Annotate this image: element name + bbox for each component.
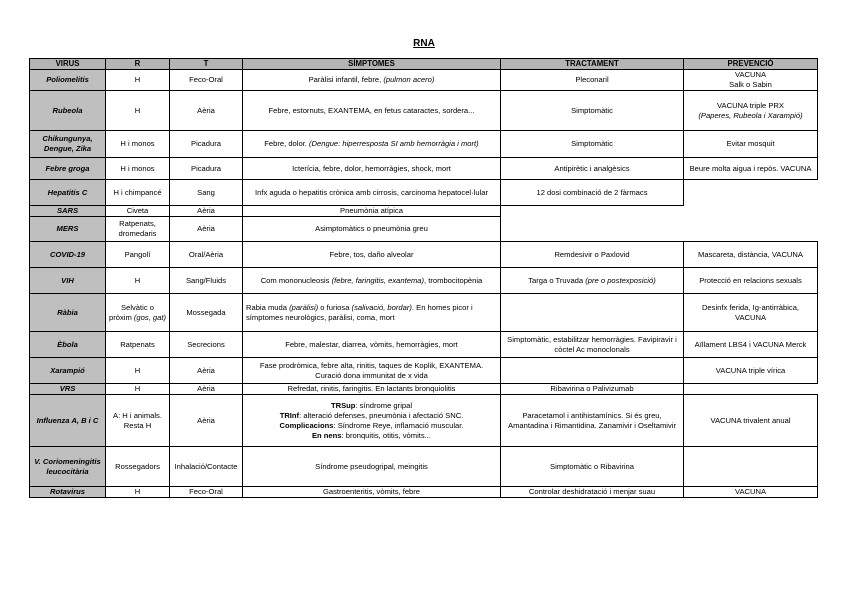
symptoms-cell: Febre, tos, daño alveolar [243, 242, 501, 268]
rna-virus-table [29, 58, 818, 498]
treatment-cell: Remdesivir o Paxlovid [501, 242, 684, 268]
empty-cell [684, 206, 818, 217]
reservoir-cell: H i monos [106, 131, 170, 158]
symptoms-cell: Refredat, rinitis, faringitis. En lactants bronquiolitis [243, 384, 501, 395]
treatment-cell: 12 dosi combinació de 2 fàrmacs [501, 180, 684, 206]
virus-cell: Rubeola [30, 91, 106, 131]
treatment-cell: Controlar deshidratació i menjar suau [501, 487, 684, 498]
virus-cell: Èbola [30, 332, 106, 358]
symptoms-cell: Infx aguda o hepatitis crònica amb cirrosis, carcinoma hepatocel·lular [243, 180, 501, 206]
table-row [30, 158, 818, 180]
transmission-cell: Aèria [170, 206, 243, 217]
reservoir-cell: H [106, 358, 170, 384]
prevention-cell: VACUNA trivalent anual [684, 395, 818, 447]
header-virus: VIRUS [30, 59, 106, 70]
treatment-cell: Simptomàtic o Ribavirina [501, 447, 684, 487]
transmission-cell: Picadura [170, 158, 243, 180]
virus-cell: V. Coriomeningitis leucocitària [30, 447, 106, 487]
table-row [30, 332, 818, 358]
header-tractament: TRACTAMENT [501, 59, 684, 70]
table-row [30, 131, 818, 158]
prevention-cell: VACUNA triple PRX (Paperes, Rubeola i Xarampió) [684, 91, 818, 131]
virus-cell: Febre groga [30, 158, 106, 180]
transmission-cell: Aèria [170, 217, 243, 242]
reservoir-cell: H [106, 91, 170, 131]
reservoir-cell: H [106, 487, 170, 498]
transmission-cell: Inhalació/Contacte [170, 447, 243, 487]
empty-cell [501, 206, 684, 217]
empty-cell [684, 180, 818, 206]
header-reservori: R [106, 59, 170, 70]
treatment-cell: Simptomàtic [501, 131, 684, 158]
prevention-cell: Desinfx ferida, Ig-antirràbica, VACUNA [684, 294, 818, 332]
transmission-cell: Oral/Aèria [170, 242, 243, 268]
symptoms-cell: Febre, malestar, diarrea, vòmits, hemorràgies, mort [243, 332, 501, 358]
transmission-cell: Aèria [170, 384, 243, 395]
symptoms-cell: Febre, estornuts, EXANTEMA, en fetus cataractes, sordera... [243, 91, 501, 131]
transmission-cell: Aèria [170, 358, 243, 384]
table-row [30, 217, 818, 242]
transmission-cell: Sang [170, 180, 243, 206]
empty-cell [684, 384, 818, 395]
treatment-cell: Targa o Truvada (pre o postexposició) [501, 268, 684, 294]
header-transmissio: T [170, 59, 243, 70]
symptoms-cell: Paràlisi infantil, febre, (pulmon acero) [243, 70, 501, 91]
transmission-cell: Aèria [170, 91, 243, 131]
table-row [30, 358, 818, 384]
reservoir-cell: Rossegadors [106, 447, 170, 487]
reservoir-cell: Selvàtic o pròxim (gos, gat) [106, 294, 170, 332]
transmission-cell: Feco-Oral [170, 70, 243, 91]
prevention-cell: Aïllament LBS4 i VACUNA Merck [684, 332, 818, 358]
table-row [30, 447, 818, 487]
transmission-cell: Picadura [170, 131, 243, 158]
virus-cell: MERS [30, 217, 106, 242]
reservoir-cell: A: H i animals. Resta H [106, 395, 170, 447]
reservoir-cell: Pangolí [106, 242, 170, 268]
virus-cell: SARS [30, 206, 106, 217]
symptoms-cell: Febre, dolor. (Dengue: hiperresposta SI amb hemorràgia i mort) [243, 131, 501, 158]
transmission-cell: Feco-Oral [170, 487, 243, 498]
symptoms-cell: Rabia muda (paràlisi) o furiosa (salivació, bordar). En homes picor i símptomes neurològics, paràlisi, coma, mort [243, 294, 501, 332]
treatment-cell: Simptomàtic, estabilitzar hemorràgies. Favipiravir i còctel Ac monoclonals [501, 332, 684, 358]
header-row [30, 59, 818, 70]
virus-cell: VRS [30, 384, 106, 395]
treatment-cell: Simptomàtic [501, 91, 684, 131]
transmission-cell: Aèria [170, 395, 243, 447]
table-row [30, 395, 818, 447]
treatment-cell [501, 358, 684, 384]
treatment-cell: Pleconaril [501, 70, 684, 91]
prevention-cell [684, 447, 818, 487]
table-row [30, 206, 818, 217]
symptoms-cell: Fase prodròmica, febre alta, rinitis, taques de Koplik, EXANTEMA. Curació dona immunitat de x vida [243, 358, 501, 384]
reservoir-cell: H [106, 268, 170, 294]
virus-cell: Chikungunya, Dengue, Zika [30, 131, 106, 158]
virus-cell: Hepatitis C [30, 180, 106, 206]
symptoms-cell: TRSup: síndrome gripal TRInf: alteració defenses, pneumònia i afectació SNC. Complicacions: Síndrome Reye, inflamació muscular. En nens: bronquitis, otitis, vòmits... [243, 395, 501, 447]
virus-cell: Poliomelitis [30, 70, 106, 91]
prevention-cell: VACUNA [684, 487, 818, 498]
prevention-cell: Evitar mosquit [684, 131, 818, 158]
reservoir-cell: H i monos [106, 158, 170, 180]
prevention-cell: VACUNA Salk o Sabin [684, 70, 818, 91]
symptoms-cell: Pneumònia atípica [243, 206, 501, 217]
prevention-cell: Protecció en relacions sexuals [684, 268, 818, 294]
prevention-cell: VACUNA triple vírica [684, 358, 818, 384]
table-row [30, 268, 818, 294]
empty-cell [501, 217, 684, 242]
virus-cell: Ràbia [30, 294, 106, 332]
reservoir-cell: H [106, 384, 170, 395]
reservoir-cell: Ratpenats [106, 332, 170, 358]
reservoir-cell: Civeta [106, 206, 170, 217]
virus-cell: Xarampió [30, 358, 106, 384]
treatment-cell: Paracetamol i antihistamínics. Si és greu, Amantadina i Rimantidina. Zanamivir i Oseltamivir [501, 395, 684, 447]
page-title: RNA [413, 38, 435, 49]
table-row [30, 70, 818, 91]
virus-cell: Rotavirus [30, 487, 106, 498]
table-row [30, 91, 818, 131]
header-prevencio: PREVENCIÓ [684, 59, 818, 70]
table-row [30, 242, 818, 268]
treatment-cell: Ribavirina o Palivizumab [501, 384, 684, 395]
symptoms-cell: Asimptomàtics o pneumònia greu [243, 217, 501, 242]
table-row [30, 487, 818, 498]
symptoms-cell: Icterícia, febre, dolor, hemorràgies, shock, mort [243, 158, 501, 180]
prevention-cell: Beure molta aigua i repòs. VACUNA [684, 158, 818, 180]
treatment-cell: Antipirètic i analgèsics [501, 158, 684, 180]
symptoms-cell: Gastroenteritis, vòmits, febre [243, 487, 501, 498]
symptoms-cell: Com mononucleosis (febre, faringitis, exantema), trombocitopènia [243, 268, 501, 294]
table-row [30, 294, 818, 332]
table-row [30, 384, 818, 395]
treatment-cell [501, 294, 684, 332]
transmission-cell: Mossegada [170, 294, 243, 332]
virus-cell: Influenza A, B i C [30, 395, 106, 447]
empty-cell [684, 217, 818, 242]
virus-cell: COVID-19 [30, 242, 106, 268]
reservoir-cell: H i chimpancé [106, 180, 170, 206]
transmission-cell: Secrecions [170, 332, 243, 358]
symptoms-cell: Síndrome pseudogripal, meingitis [243, 447, 501, 487]
reservoir-cell: H [106, 70, 170, 91]
reservoir-cell: Ratpenats, dromedaris [106, 217, 170, 242]
transmission-cell: Sang/Fluids [170, 268, 243, 294]
virus-cell: VIH [30, 268, 106, 294]
header-simptomes: SÍMPTOMES [243, 59, 501, 70]
prevention-cell: Mascareta, distància, VACUNA [684, 242, 818, 268]
table-row [30, 180, 818, 206]
